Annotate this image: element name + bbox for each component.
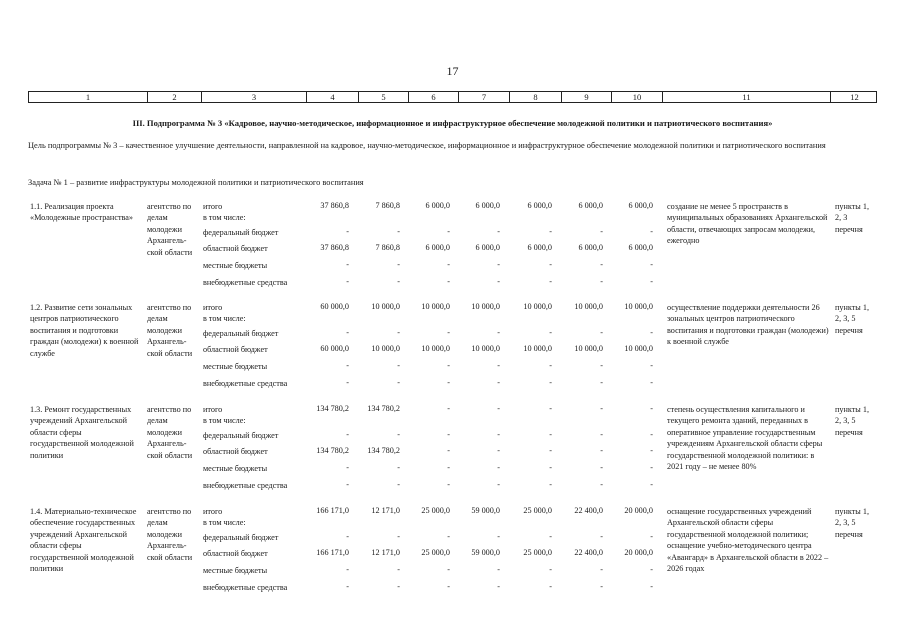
funding-value: 37 860,8 — [320, 201, 349, 210]
funding-dash: - — [397, 260, 400, 269]
funding-source-label: федеральный бюджет — [203, 228, 279, 237]
funding-value: 12 171,0 — [371, 506, 400, 515]
plan-references: пункты 1, 2, 3 перечня — [835, 202, 869, 234]
funding-dash: - — [346, 582, 349, 591]
funding-dash: - — [549, 430, 552, 439]
funding-dash: - — [497, 328, 500, 337]
funding-value: - — [497, 404, 500, 413]
funding-value: - — [447, 446, 450, 455]
funding-dash: - — [497, 463, 500, 472]
funding-value: 10 000,0 — [471, 344, 500, 353]
funding-dash: - — [549, 582, 552, 591]
funding-dash: - — [497, 430, 500, 439]
funding-dash: - — [600, 565, 603, 574]
funding-source-label: областной бюджет — [203, 345, 268, 354]
funding-value: 25 000,0 — [421, 506, 450, 515]
funding-dash: - — [497, 361, 500, 370]
subprogram-goal: Цель подпрограммы № 3 – качественное улучшение деятельности, направленной на кадровое, научно-методическое, информационное и инфраструктурное обеспечение молодежной политики и патриотического воспитания — [28, 141, 826, 150]
funding-dash: - — [650, 480, 653, 489]
funding-dash: - — [397, 361, 400, 370]
section-title: III. Подпрограмма № 3 «Кадровое, научно-методическое, информационное и инфраструктурное обеспечение молодежной политики и патриотического воспитания» — [132, 118, 773, 128]
column-header-3: 3 — [201, 92, 306, 102]
funding-source-label: местные бюджеты — [203, 362, 268, 371]
funding-value: 10 000,0 — [624, 302, 653, 311]
funding-value: 10 000,0 — [574, 302, 603, 311]
funding-dash: - — [346, 430, 349, 439]
funding-value: 59 000,0 — [471, 506, 500, 515]
funding-value: 10 000,0 — [421, 344, 450, 353]
funding-dash: - — [549, 480, 552, 489]
executor: агентство по делам молодежи Архангель-ской области — [147, 303, 193, 358]
funding-source-label: областной бюджет — [203, 244, 268, 253]
page-number: 17 — [446, 64, 459, 78]
funding-source-label: итого в том числе: — [203, 202, 246, 223]
funding-value: 25 000,0 — [523, 548, 552, 557]
column-header-4: 4 — [306, 92, 358, 102]
funding-value: 10 000,0 — [371, 344, 400, 353]
funding-value: 37 860,8 — [320, 243, 349, 252]
funding-dash: - — [346, 260, 349, 269]
column-header-12: 12 — [830, 92, 878, 102]
funding-value: 7 860,8 — [375, 201, 400, 210]
funding-dash: - — [549, 565, 552, 574]
funding-value: 166 171,0 — [316, 506, 349, 515]
funding-value: 60 000,0 — [320, 344, 349, 353]
funding-value: 6 000,0 — [578, 243, 603, 252]
funding-value: - — [549, 404, 552, 413]
funding-dash: - — [650, 430, 653, 439]
funding-dash: - — [447, 227, 450, 236]
funding-dash: - — [549, 361, 552, 370]
funding-dash: - — [600, 582, 603, 591]
funding-dash: - — [447, 480, 450, 489]
activity-name: 1.2. Развитие сети зональных центров патриотического воспитания и подготовки граждан (молодежи) к военной службе — [30, 303, 139, 358]
funding-source-label: итого в том числе: — [203, 303, 246, 324]
funding-dash: - — [600, 328, 603, 337]
column-header-9: 9 — [561, 92, 611, 102]
funding-dash: - — [549, 532, 552, 541]
result-description: создание не менее 5 пространств в муниципальных образованиях Архангельской области, отвечающих запросам молодежи, ежегодно — [667, 202, 828, 246]
funding-value: 134 780,2 — [316, 446, 349, 455]
funding-value: - — [549, 446, 552, 455]
funding-dash: - — [600, 463, 603, 472]
funding-value: 166 171,0 — [316, 548, 349, 557]
funding-value: 12 171,0 — [371, 548, 400, 557]
funding-value: 59 000,0 — [471, 548, 500, 557]
result-description: осуществление поддержки деятельности 26 зональных центров патриотического воспитания и подготовки граждан (молодежи) к военной службе — [667, 303, 829, 347]
plan-references: пункты 1, 2, 3, 5 перечня — [835, 303, 869, 335]
funding-value: 6 000,0 — [527, 243, 552, 252]
funding-source-label: внебюджетные средства — [203, 583, 288, 592]
funding-dash: - — [497, 565, 500, 574]
funding-value: 134 780,2 — [316, 404, 349, 413]
funding-value: 6 000,0 — [578, 201, 603, 210]
funding-value: 6 000,0 — [425, 201, 450, 210]
plan-references: пункты 1, 2, 3, 5 перечня — [835, 405, 869, 437]
funding-dash: - — [447, 532, 450, 541]
funding-dash: - — [600, 430, 603, 439]
funding-source-label: федеральный бюджет — [203, 431, 279, 440]
funding-dash: - — [447, 378, 450, 387]
funding-dash: - — [397, 277, 400, 286]
funding-dash: - — [346, 328, 349, 337]
funding-dash: - — [346, 277, 349, 286]
funding-dash: - — [447, 260, 450, 269]
funding-source-label: итого в том числе: — [203, 405, 246, 426]
funding-dash: - — [346, 378, 349, 387]
funding-value: 134 780,2 — [367, 446, 400, 455]
funding-value: 20 000,0 — [624, 506, 653, 515]
funding-value: 6 000,0 — [475, 201, 500, 210]
funding-dash: - — [549, 328, 552, 337]
funding-value: 25 000,0 — [523, 506, 552, 515]
funding-dash: - — [549, 227, 552, 236]
funding-value: 134 780,2 — [367, 404, 400, 413]
funding-dash: - — [447, 582, 450, 591]
funding-dash: - — [346, 361, 349, 370]
funding-dash: - — [397, 480, 400, 489]
task-title: Задача № 1 – развитие инфраструктуры молодежной политики и патриотического воспитания — [28, 178, 364, 187]
funding-dash: - — [397, 532, 400, 541]
funding-value: 6 000,0 — [628, 243, 653, 252]
funding-dash: - — [346, 532, 349, 541]
column-header-row — [28, 91, 877, 103]
activity-name: 1.1. Реализация проекта «Молодежные пространства» — [30, 202, 134, 223]
funding-dash: - — [650, 328, 653, 337]
funding-dash: - — [447, 430, 450, 439]
funding-dash: - — [497, 480, 500, 489]
funding-value: - — [600, 404, 603, 413]
funding-dash: - — [497, 378, 500, 387]
column-header-11: 11 — [662, 92, 830, 102]
funding-value: - — [650, 446, 653, 455]
funding-value: - — [447, 404, 450, 413]
funding-value: 10 000,0 — [523, 344, 552, 353]
funding-value: 6 000,0 — [628, 201, 653, 210]
funding-source-label: областной бюджет — [203, 549, 268, 558]
funding-dash: - — [397, 463, 400, 472]
result-description: степень осуществления капитального и текущего ремонта зданий, переданных в оперативное управление государственным учреждениям Архангельской области сферы государственной молодежной политики: в 2021 году – не менее 80% — [667, 405, 823, 472]
funding-dash: - — [650, 260, 653, 269]
funding-dash: - — [497, 277, 500, 286]
funding-source-label: итого в том числе: — [203, 507, 246, 528]
funding-dash: - — [447, 328, 450, 337]
funding-value: 6 000,0 — [425, 243, 450, 252]
funding-dash: - — [549, 277, 552, 286]
funding-dash: - — [447, 277, 450, 286]
column-header-8: 8 — [509, 92, 561, 102]
funding-source-label: внебюджетные средства — [203, 481, 288, 490]
funding-value: 22 400,0 — [574, 506, 603, 515]
column-header-1: 1 — [85, 92, 91, 102]
funding-value: 10 000,0 — [471, 302, 500, 311]
funding-value: - — [600, 446, 603, 455]
funding-dash: - — [397, 227, 400, 236]
column-header-2: 2 — [147, 92, 201, 102]
column-header-6: 6 — [408, 92, 458, 102]
funding-dash: - — [397, 328, 400, 337]
funding-dash: - — [600, 480, 603, 489]
funding-dash: - — [497, 260, 500, 269]
executor: агентство по делам молодежи Архангель-ской области — [147, 202, 193, 257]
funding-dash: - — [600, 277, 603, 286]
funding-dash: - — [600, 532, 603, 541]
funding-value: 60 000,0 — [320, 302, 349, 311]
funding-value: 10 000,0 — [371, 302, 400, 311]
funding-source-label: внебюджетные средства — [203, 278, 288, 287]
funding-value: - — [650, 404, 653, 413]
funding-dash: - — [397, 565, 400, 574]
funding-dash: - — [497, 582, 500, 591]
column-header-10: 10 — [611, 92, 662, 102]
funding-value: 7 860,8 — [375, 243, 400, 252]
funding-value: 10 000,0 — [574, 344, 603, 353]
funding-source-label: областной бюджет — [203, 447, 268, 456]
funding-dash: - — [549, 260, 552, 269]
funding-value: 22 400,0 — [574, 548, 603, 557]
funding-value: 20 000,0 — [624, 548, 653, 557]
funding-source-label: федеральный бюджет — [203, 533, 279, 542]
funding-dash: - — [447, 463, 450, 472]
funding-dash: - — [346, 480, 349, 489]
funding-dash: - — [650, 582, 653, 591]
funding-dash: - — [650, 463, 653, 472]
funding-dash: - — [447, 565, 450, 574]
funding-value: 25 000,0 — [421, 548, 450, 557]
funding-dash: - — [397, 430, 400, 439]
funding-dash: - — [600, 361, 603, 370]
funding-source-label: федеральный бюджет — [203, 329, 279, 338]
funding-dash: - — [600, 260, 603, 269]
funding-dash: - — [447, 361, 450, 370]
funding-dash: - — [650, 277, 653, 286]
funding-dash: - — [397, 582, 400, 591]
funding-dash: - — [397, 378, 400, 387]
column-header-5: 5 — [358, 92, 408, 102]
funding-dash: - — [650, 565, 653, 574]
funding-dash: - — [600, 378, 603, 387]
funding-value: 10 000,0 — [421, 302, 450, 311]
activity-name: 1.4. Материально-техническое обеспечение государственных учреждений Архангельской области сферы государственной молодежной политики — [30, 507, 137, 574]
funding-dash: - — [497, 227, 500, 236]
result-description: оснащение государственных учреждений Архангельской области сферы государственной молодежной политики; оснащение учебно-методического центра «Авангард» в Архангельской области в 2022 – 2026 годах — [667, 507, 829, 574]
funding-dash: - — [346, 463, 349, 472]
funding-dash: - — [650, 361, 653, 370]
funding-dash: - — [346, 565, 349, 574]
funding-value: 10 000,0 — [624, 344, 653, 353]
activity-name: 1.3. Ремонт государственных учреждений Архангельской области сферы государственной молодежной политики — [30, 405, 134, 460]
funding-value: 10 000,0 — [523, 302, 552, 311]
funding-dash: - — [549, 463, 552, 472]
funding-dash: - — [600, 227, 603, 236]
executor: агентство по делам молодежи Архангель-ской области — [147, 405, 193, 460]
funding-dash: - — [650, 378, 653, 387]
funding-dash: - — [650, 532, 653, 541]
funding-source-label: местные бюджеты — [203, 566, 268, 575]
funding-dash: - — [346, 227, 349, 236]
funding-dash: - — [650, 227, 653, 236]
funding-value: 6 000,0 — [475, 243, 500, 252]
funding-value: 6 000,0 — [527, 201, 552, 210]
funding-source-label: местные бюджеты — [203, 261, 268, 270]
plan-references: пункты 1, 2, 3, 5 перечня — [835, 507, 869, 539]
funding-value: - — [497, 446, 500, 455]
funding-source-label: внебюджетные средства — [203, 379, 288, 388]
column-header-7: 7 — [458, 92, 509, 102]
funding-dash: - — [497, 532, 500, 541]
funding-dash: - — [549, 378, 552, 387]
funding-source-label: местные бюджеты — [203, 464, 268, 473]
executor: агентство по делам молодежи Архангель-ской области — [147, 507, 193, 562]
